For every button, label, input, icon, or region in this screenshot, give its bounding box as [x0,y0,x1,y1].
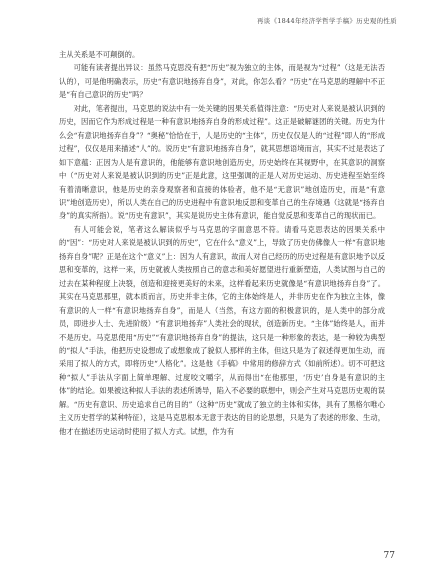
paragraph: 主从关系是不可颠倒的。 [59,50,140,59]
paragraph: 有人可能会说，笔者这么解读似乎与马克思的字面意思不符。请看马克思表达的因果关系中的“因”：“历史对人来说是被认识到的历史”，它在什么“意义”上，导致了历史仿佛像人一样“有意识地扬弃自身”呢？正是在这个“意义”上：因为人有意识，故而人对自己经历的历史过程是有意识地予以反思和变革的，这样一来，历史就被人类按照自己的意志和美好愿望进行重新塑造，人类试图与自己的过去在某种程度上决裂，创造和迎接更美好的未来，这样看起来历史就像是“有意识地扬弃自身”了。其实在马克思那里，就本质而言，历史并非主体，它的主体始终是人，并非历史在作为独立主体，像有意识的人一样“有意识地扬弃自身”，而是人（当然，有这方面的积极意识的，是人类中的部分成员，即进步人士、先进阶级）“有意识地扬弃”人类社会的现状，创造新历史。“主体”始终是人，而并不是历史。马克思使用“历史”“有意识地扬弃自身”的提法，这只是一种形象的表达，是一种较为典型的“拟人”手法，他把历史设想成了或想象成了貌似人那样的主体，但这只是为了叙述得更加生动，而采用了拟人的方式，即将历史“人格化”。这是他《手稿》中常用的修辞方式（如前所述）。切不可把这种“拟人”手法从字面上简单理解、过度咬文嚼字，从而得出“在他那里，‘历史’自身是有意识的主体”的结论。如果被这种拟人手法的表述所诱导，陷入不必要的联想中，则会产生对马克思历史观的误解。“历史有意识、历史追求自己的目的”（这种“历史”就成了独立的主体和实体，具有了黑格尔唯心主义历史哲学的某种特征），这是马克思根本无意于表达的目的论思想，只是为了表述的形象、生动，他才在描述历史运动时使用了拟人方式。试想，作为有 [59,224,385,436]
body-text [59,48,385,438]
paragraph: 可能有读者提出异议：虽然马克思没有把“历史”视为独立的主体，而是视为“过程”（这是无法否认的），可是他明确表示，历史“有意识地扬弃自身”，对此，你怎么看？“历史”在马克思的理解中不正是“有自己意识的历史”吗？ [59,63,385,100]
paragraph: 对此，笔者提出，马克思的说法中有一处关键的因果关系值得注意：“历史对人来说是被认识到的历史，因而它作为形成过程是一种有意识地扬弃自身的形成过程”。这正是破解谜团的关键。历史为什么会“有意识地扬弃自身”？“奥秘”恰恰在于，人是历史的“主体”，历史仅仅是人的“过程”即人的“形成过程”，仅仅是用来描述“人”的。说历史“有意识地扬弃自身”，就其思想语境而言，其实不过是表达了如下意蕴：正因为人是有意识的，他能够有意识地创造历史，历史始终在其视野中，在其意识的洞察中（“历史对人来说是被认识到的历史”正是此意，这里强调的正是人对历史运动、历史进程至始至终有着清晰意识，他是历史的亲身观察者和直接的体验者，他不是“无意识”地创造历史，而是“有意识”地创造历史），所以人类在自己的历史进程中有意识地反思和变革自己的生存境遇（这就是“扬弃自身”的真实所指）。说“历史有意识”，其实是说历史主体有意识，能自觉反思和变革自己的现状而已。 [59,103,385,221]
running-header: 再谈《1844年经济学哲学手稿》历史观的性质 [256,17,397,25]
page-number: 77 [383,551,395,561]
